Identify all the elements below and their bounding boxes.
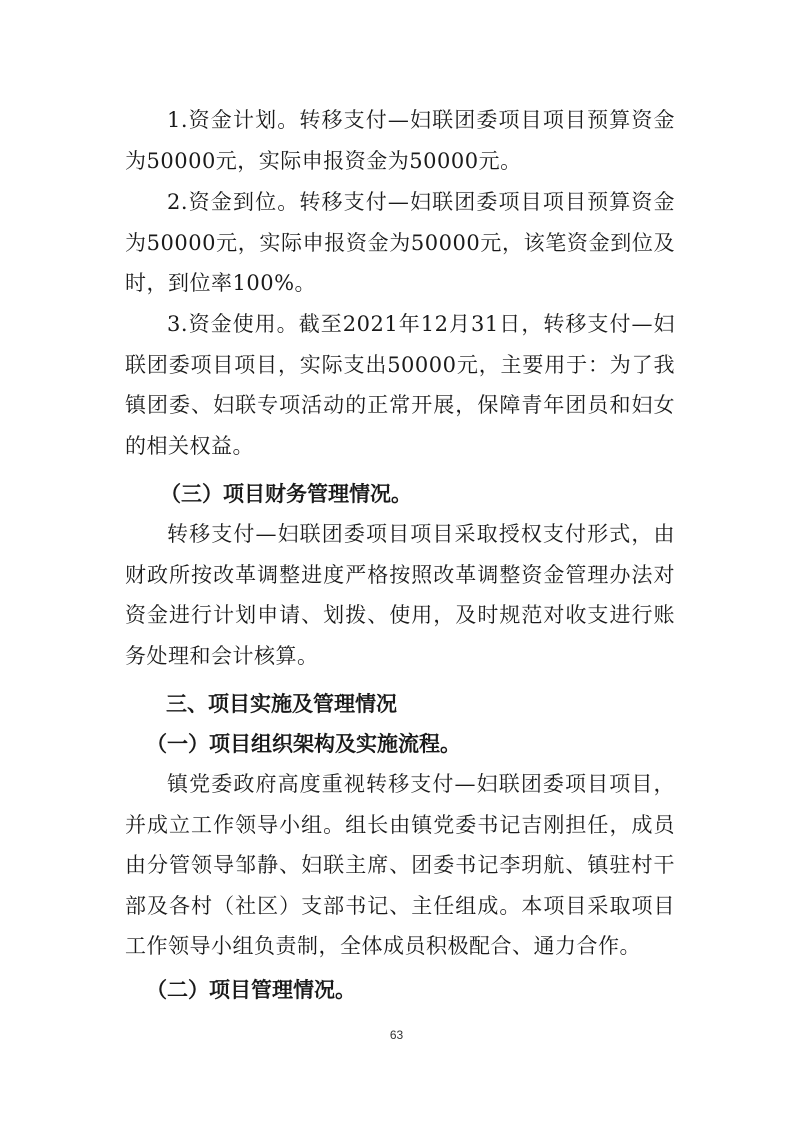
heading-implementation: 三、项目实施及管理情况: [166, 692, 397, 716]
paragraph-fund-usage: 3.资金使用。截至2021年12月31日，转移支付—妇联团委项目项目，实际支出50000元，主要用于：为了我镇团委、妇联专项活动的正常开展，保障青年团员和妇女的相关权益。: [125, 312, 675, 458]
heading-financial-management: （三）项目财务管理情况。: [160, 482, 412, 506]
paragraph-organization: 镇党委政府高度重视转移支付—妇联团委项目项目，并成立工作领导小组。组长由镇党委书记吉刚担任，成员由分管领导邹静、妇联主席、团委书记李玥航、镇驻村干部及各村（社区）支部书记、主任组成。本项目采取项目工作领导小组负责制，全体成员积极配合、通力合作。: [125, 772, 675, 958]
paragraph-fund-arrival: 2.资金到位。转移支付—妇联团委项目项目预算资金为50000元，实际申报资金为50000元，该笔资金到位及时，到位率100%。: [125, 190, 675, 295]
page-number: 63: [389, 1028, 404, 1042]
heading-organization-structure: （一）项目组织架构及实施流程。: [146, 732, 461, 756]
paragraph-fund-plan: 1.资金计划。转移支付—妇联团委项目项目预算资金为50000元，实际申报资金为50000元。: [125, 108, 675, 173]
heading-project-management: （二）项目管理情况。: [146, 978, 356, 1002]
paragraph-financial-management: 转移支付—妇联团委项目项目采取授权支付形式，由财政所按改革调整进度严格按照改革调整资金管理办法对资金进行计划申请、划拨、使用，及时规范对收支进行账务处理和会计核算。: [125, 522, 675, 668]
